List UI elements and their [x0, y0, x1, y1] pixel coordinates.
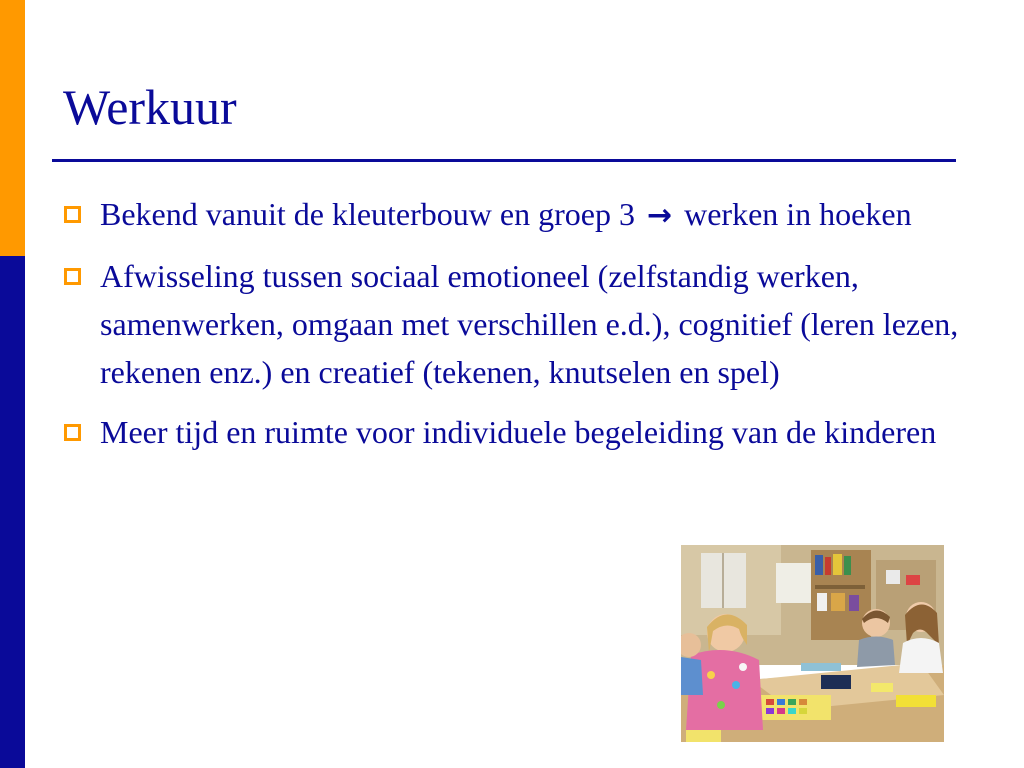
bullet-list — [62, 190, 962, 468]
arrow-right-icon: → — [646, 198, 673, 233]
bullet-3-text: Meer tijd en ruimte voor individuele begeleiding van de kinderen — [100, 414, 937, 450]
title-underline — [52, 159, 956, 162]
square-bullet-icon — [64, 206, 81, 223]
bullet-1-text-start: Bekend vanuit de kleuterbouw en groep 3 — [100, 196, 635, 232]
bullet-item-3 — [62, 408, 962, 456]
bullet-item-1 — [62, 190, 962, 240]
square-bullet-icon — [64, 268, 81, 285]
bullet-item-2 — [62, 252, 962, 396]
bullet-2-text: Afwisseling tussen sociaal emotioneel (zelfstandig werken, samenwerken, omgaan met verschillen e.d.), cognitief (leren lezen, rekenen enz.) en creatief (tekenen, knutselen en spel) — [100, 258, 959, 390]
bullet-1-text-end: werken in hoeken — [684, 196, 912, 232]
classroom-photo — [681, 545, 944, 742]
square-bullet-icon — [64, 424, 81, 441]
accent-bar-blue — [0, 256, 25, 768]
slide-title: Werkuur — [63, 79, 237, 135]
accent-bar-orange — [0, 0, 25, 256]
